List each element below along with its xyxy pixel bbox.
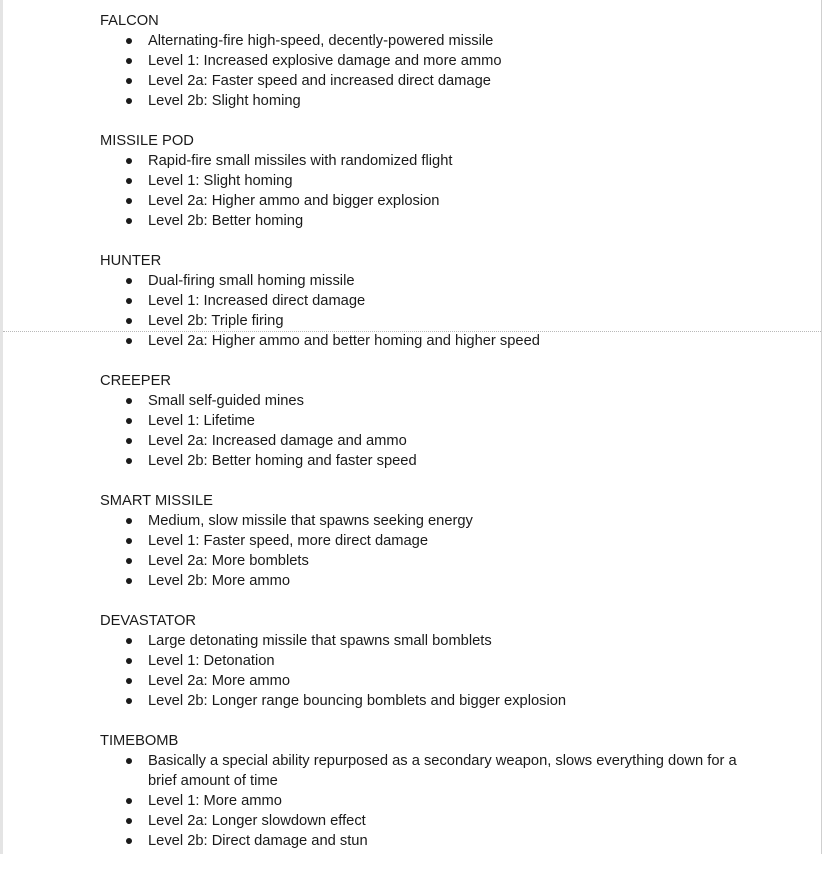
weapon-bullet-list: [100, 391, 740, 471]
list-item-text: Level 2a: More ammo: [148, 673, 291, 689]
list-item: [100, 751, 740, 791]
weapon-bullet-list: [100, 151, 740, 231]
weapon-section: [100, 11, 740, 111]
weapon-title: SMART MISSILE: [100, 493, 213, 509]
list-item: [100, 51, 740, 71]
document-body[interactable]: [100, 11, 740, 871]
weapon-bullet-list: [100, 271, 740, 351]
weapon-title: MISSILE POD: [100, 133, 194, 149]
list-item-text: Level 1: More ammo: [148, 793, 282, 809]
list-item-text: Level 2b: Better homing and faster speed: [148, 453, 417, 469]
list-item-text: Level 2b: Slight homing: [148, 93, 301, 109]
list-item: [100, 651, 740, 671]
list-item-text: Alternating-fire high-speed, decently-powered missile: [148, 33, 494, 49]
page-edge-left: [0, 0, 3, 854]
list-item: [100, 171, 740, 191]
list-item-text: Basically a special ability repurposed as a secondary weapon, slows everything down for a brief amount of time: [148, 753, 737, 789]
list-item: [100, 431, 740, 451]
weapon-section: [100, 131, 740, 231]
list-item-text: Level 2a: Longer slowdown effect: [148, 813, 366, 829]
list-item: [100, 71, 740, 91]
list-item-text: Level 2b: More ammo: [148, 573, 291, 589]
list-item-text: Level 1: Slight homing: [148, 173, 293, 189]
list-item-text: Dual-firing small homing missile: [148, 273, 355, 289]
list-item: [100, 411, 740, 431]
list-item: [100, 271, 740, 291]
list-item: [100, 211, 740, 231]
list-item-text: Level 2b: Better homing: [148, 213, 304, 229]
list-item-text: Level 2a: Increased damage and ammo: [148, 433, 407, 449]
list-item: [100, 791, 740, 811]
list-item-text: Level 2b: Direct damage and stun: [148, 833, 368, 849]
list-item: [100, 91, 740, 111]
weapon-section: [100, 611, 740, 711]
weapon-bullet-list: [100, 751, 740, 851]
weapon-bullet-list: [100, 31, 740, 111]
list-item: [100, 451, 740, 471]
list-item: [100, 511, 740, 531]
weapon-title: CREEPER: [100, 373, 172, 389]
list-item: [100, 691, 740, 711]
weapon-section: [100, 731, 740, 851]
list-item-text: Level 2a: More bomblets: [148, 553, 309, 569]
list-item-text: Level 2b: Longer range bouncing bomblets and bigger explosion: [148, 693, 567, 709]
list-item: [100, 631, 740, 651]
weapon-title: FALCON: [100, 13, 159, 29]
weapon-section: [100, 251, 740, 351]
weapon-title: DEVASTATOR: [100, 613, 197, 629]
list-item: [100, 551, 740, 571]
list-item: [100, 531, 740, 551]
list-item-text: Small self-guided mines: [148, 393, 304, 409]
weapon-title: TIMEBOMB: [100, 733, 179, 749]
list-item: [100, 811, 740, 831]
list-item: [100, 151, 740, 171]
page-edge-right: [821, 0, 822, 854]
list-item-text: Level 1: Detonation: [148, 653, 275, 669]
list-item-text: Level 2a: Higher ammo and better homing and higher speed: [148, 333, 540, 349]
weapon-bullet-list: [100, 631, 740, 711]
list-item: [100, 391, 740, 411]
list-item-text: Medium, slow missile that spawns seeking energy: [148, 513, 473, 529]
list-item-text: Level 1: Faster speed, more direct damage: [148, 533, 429, 549]
list-item: [100, 331, 740, 351]
list-item-text: Level 2a: Higher ammo and bigger explosion: [148, 193, 440, 209]
list-item-text: Level 1: Increased direct damage: [148, 293, 366, 309]
list-item: [100, 311, 740, 331]
list-item-text: Level 1: Lifetime: [148, 413, 255, 429]
weapon-section: [100, 371, 740, 471]
weapon-title: HUNTER: [100, 253, 162, 269]
list-item: [100, 31, 740, 51]
list-item-text: Level 2a: Faster speed and increased direct damage: [148, 73, 491, 89]
weapon-section: [100, 491, 740, 591]
list-item: [100, 831, 740, 851]
list-item-text: Level 2b: Triple firing: [148, 313, 284, 329]
weapon-bullet-list: [100, 511, 740, 591]
list-item: [100, 671, 740, 691]
list-item-text: Large detonating missile that spawns small bomblets: [148, 633, 492, 649]
list-item-text: Level 1: Increased explosive damage and more ammo: [148, 53, 502, 69]
list-item-text: Rapid-fire small missiles with randomized flight: [148, 153, 453, 169]
list-item: [100, 571, 740, 591]
list-item: [100, 291, 740, 311]
list-item: [100, 191, 740, 211]
